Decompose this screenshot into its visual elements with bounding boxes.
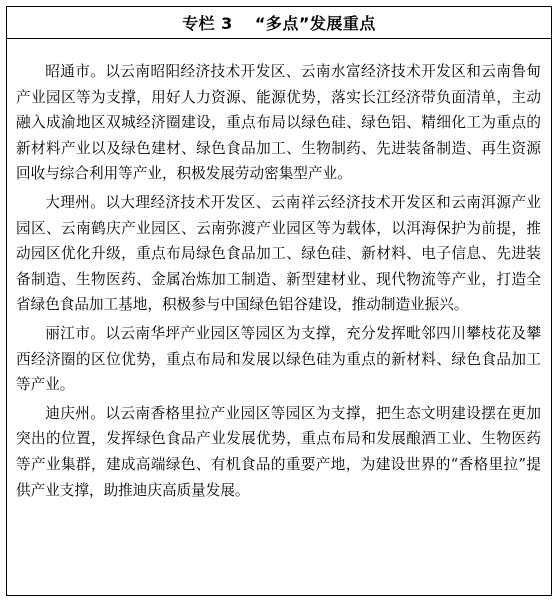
paragraph-lead: 大理州。 — [45, 193, 106, 211]
paragraph-text: 以云南华坪产业园区等园区为支撑，充分发挥毗邻四川攀枝花及攀西经济圈的区位优势，重点布局和发展以绿色硅为重点的新材料、绿色食品加工等产业。 — [16, 324, 541, 394]
column-header — [7, 7, 551, 39]
paragraph-text: 以大理经济技术开发区、云南祥云经济技术开发区和云南洱源产业园区、云南鹤庆产业园区、云南弥渡产业园区等为载体，以洱海保护为前提，推动园区优化升级，重点布局绿色食品加工、绿色硅、新材料、电子信息、先进装备制造、生物医药、金属冶炼加工制造、新型建材业、现代物流等产业，打造全省绿色食品加工基地，积极参与中国绿色铝谷建设，推动制造业振兴。 — [16, 193, 541, 314]
paragraph-zhaotong — [16, 59, 541, 187]
paragraph-text: 以云南香格里拉产业园区等园区为支撑，把生态文明建设摆在更加突出的位置，发挥绿色食品产业发展优势，重点布局和发展酿酒工业、生物医药等产业集群，建成高端绿色、有机食品的重要产地，为建设世界的“香格里拉”提供产业支撑，助推迪庆高质量发展。 — [16, 404, 541, 499]
paragraph-lead: 昭通市。 — [45, 63, 106, 80]
column-box — [6, 6, 552, 596]
paragraph-dali — [16, 190, 541, 318]
paragraph-lijiang — [16, 321, 541, 398]
paragraph-lead: 丽江市。 — [45, 324, 106, 342]
column-body — [7, 39, 551, 503]
paragraph-lead: 迪庆州。 — [45, 404, 106, 422]
paragraph-diqing — [16, 401, 541, 503]
paragraph-text: 以云南昭阳经济技术开发区、云南水富经济技术开发区和云南鲁甸产业园区等为支撑，用好人力资源、能源优势，落实长江经济带负面清单，主动融入成渝地区双城经济圈建设，重点布局以绿色硅、绿色铝、精细化工为重点的新材料产业以及绿色建材、绿色食品加工、生物制药、先进装备制造、再生资源回收与综合利用等产业，积极发展劳动密集型产业。 — [16, 63, 541, 183]
column-title: “多点”发展重点 — [254, 14, 376, 33]
column-label: 专栏 3 — [182, 14, 233, 33]
